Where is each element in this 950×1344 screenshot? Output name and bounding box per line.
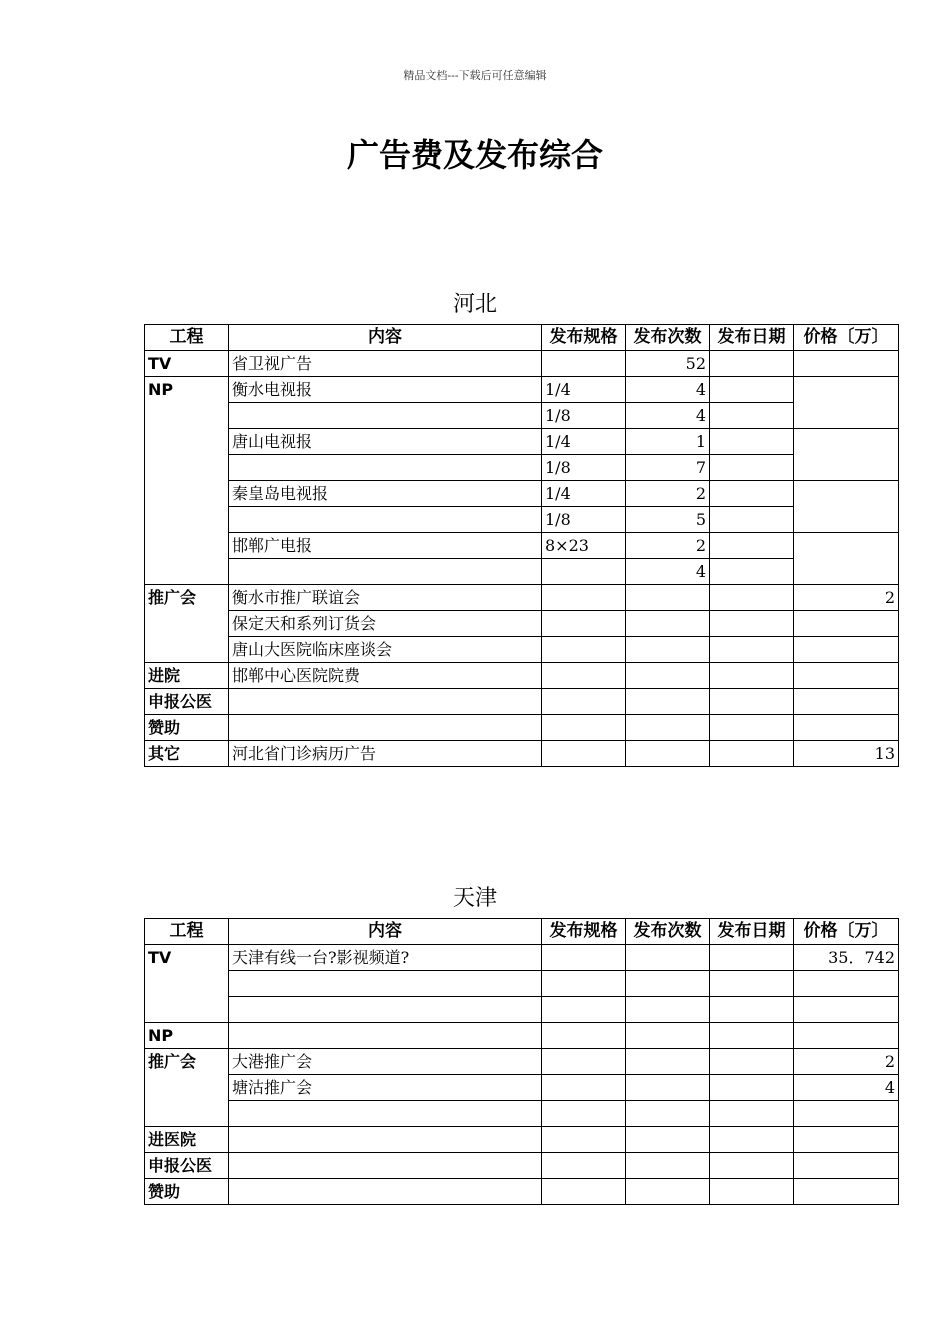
table-row [145, 741, 899, 767]
project-cell: 申报公医 [145, 1153, 229, 1179]
spec-cell [542, 689, 626, 715]
table-row [145, 351, 899, 377]
spec-cell [542, 1127, 626, 1153]
content-cell: 塘沽推广会 [229, 1075, 542, 1101]
date-cell [710, 429, 794, 455]
content-cell: 邯郸广电报 [229, 533, 542, 559]
table-row [145, 1153, 899, 1179]
project-cell: 推广会 [145, 1049, 229, 1127]
price-cell: 2 [794, 585, 899, 611]
price-cell [794, 663, 899, 689]
spec-cell [542, 1153, 626, 1179]
count-cell [626, 689, 710, 715]
count-cell [626, 1075, 710, 1101]
project-cell: 申报公医 [145, 689, 229, 715]
date-cell [710, 403, 794, 429]
price-cell [794, 971, 899, 997]
count-cell: 5 [626, 507, 710, 533]
tianjin-table [144, 918, 899, 1205]
table-row [145, 1075, 899, 1101]
count-cell: 1 [626, 429, 710, 455]
col-header: 工程 [145, 919, 229, 945]
project-cell: NP [145, 1023, 229, 1049]
price-cell: 35．742 [794, 945, 899, 971]
count-cell [626, 1101, 710, 1127]
content-cell: 邯郸中心医院院费 [229, 663, 542, 689]
table-row [145, 997, 899, 1023]
date-cell [710, 377, 794, 403]
count-cell [626, 637, 710, 663]
spec-cell [542, 351, 626, 377]
date-cell [710, 559, 794, 585]
table-row [145, 1179, 899, 1205]
header-note: 精品文档---下载后可任意编辑 [403, 69, 547, 82]
spec-cell [542, 997, 626, 1023]
date-cell [710, 1127, 794, 1153]
content-cell [229, 997, 542, 1023]
content-cell [229, 1023, 542, 1049]
content-cell [229, 403, 542, 429]
price-cell [794, 1127, 899, 1153]
spec-cell: 1/8 [542, 507, 626, 533]
table-row [145, 533, 899, 559]
project-cell: 赞助 [145, 1179, 229, 1205]
count-cell: 4 [626, 403, 710, 429]
table-row [145, 429, 899, 455]
spec-cell [542, 1075, 626, 1101]
table-row [145, 663, 899, 689]
content-cell [229, 559, 542, 585]
date-cell [710, 1023, 794, 1049]
price-cell [794, 1101, 899, 1127]
project-cell: NP [145, 377, 229, 585]
date-cell [710, 1101, 794, 1127]
spec-cell [542, 611, 626, 637]
date-cell [710, 507, 794, 533]
spec-cell [542, 741, 626, 767]
spec-cell [542, 945, 626, 971]
date-cell [710, 481, 794, 507]
table-row [145, 1101, 899, 1127]
count-cell [626, 1023, 710, 1049]
table-row [145, 1023, 899, 1049]
spec-cell: 1/4 [542, 377, 626, 403]
price-cell [794, 481, 899, 533]
count-cell [626, 663, 710, 689]
spec-cell: 1/8 [542, 455, 626, 481]
price-cell [794, 689, 899, 715]
content-cell [229, 715, 542, 741]
spec-cell [542, 559, 626, 585]
price-cell [794, 1153, 899, 1179]
table-row [145, 715, 899, 741]
date-cell [710, 997, 794, 1023]
price-cell [794, 611, 899, 637]
table-row [145, 611, 899, 637]
table-header-row [145, 919, 899, 945]
project-cell: 赞助 [145, 715, 229, 741]
price-cell [794, 533, 899, 585]
spec-cell [542, 663, 626, 689]
col-header: 工程 [145, 325, 229, 351]
price-cell [794, 429, 899, 481]
spec-cell: 8×23 [542, 533, 626, 559]
count-cell [626, 1153, 710, 1179]
spec-cell: 1/4 [542, 481, 626, 507]
table-row [145, 971, 899, 997]
col-header: 价格〔万〕 [794, 325, 899, 351]
col-header: 发布次数 [626, 325, 710, 351]
price-cell [794, 351, 899, 377]
date-cell [710, 351, 794, 377]
date-cell [710, 663, 794, 689]
price-cell: 2 [794, 1049, 899, 1075]
spec-cell [542, 1179, 626, 1205]
content-cell: 省卫视广告 [229, 351, 542, 377]
date-cell [710, 585, 794, 611]
table-header-row [145, 325, 899, 351]
content-cell: 秦皇岛电视报 [229, 481, 542, 507]
content-cell: 唐山大医院临床座谈会 [229, 637, 542, 663]
date-cell [710, 1049, 794, 1075]
spec-cell [542, 715, 626, 741]
spec-cell: 1/4 [542, 429, 626, 455]
date-cell [710, 1153, 794, 1179]
count-cell [626, 741, 710, 767]
col-header: 发布日期 [710, 325, 794, 351]
content-cell [229, 689, 542, 715]
content-cell [229, 1179, 542, 1205]
count-cell [626, 585, 710, 611]
content-cell: 衡水市推广联谊会 [229, 585, 542, 611]
date-cell [710, 715, 794, 741]
date-cell [710, 1075, 794, 1101]
price-cell: 4 [794, 1075, 899, 1101]
col-header: 发布规格 [542, 919, 626, 945]
content-cell [229, 971, 542, 997]
project-cell: TV [145, 945, 229, 1023]
table-row [145, 1127, 899, 1153]
col-header: 发布次数 [626, 919, 710, 945]
table-row [145, 403, 899, 429]
count-cell [626, 1127, 710, 1153]
date-cell [710, 689, 794, 715]
spec-cell [542, 637, 626, 663]
content-cell [229, 1153, 542, 1179]
content-cell [229, 1127, 542, 1153]
date-cell [710, 1179, 794, 1205]
content-cell: 保定天和系列订货会 [229, 611, 542, 637]
count-cell [626, 997, 710, 1023]
table-row [145, 945, 899, 971]
table-row [145, 455, 899, 481]
project-cell: 进院 [145, 663, 229, 689]
document-title: 广告费及发布综合 [346, 136, 603, 174]
section-title-hebei: 河北 [452, 292, 497, 317]
col-header: 发布规格 [542, 325, 626, 351]
col-header: 价格〔万〕 [794, 919, 899, 945]
table-row [145, 637, 899, 663]
table-row [145, 689, 899, 715]
content-cell: 衡水电视报 [229, 377, 542, 403]
spec-cell [542, 1101, 626, 1127]
table-row [145, 377, 899, 403]
content-cell [229, 1101, 542, 1127]
count-cell: 2 [626, 481, 710, 507]
date-cell [710, 455, 794, 481]
project-cell: 推广会 [145, 585, 229, 663]
price-cell [794, 1179, 899, 1205]
hebei-table [144, 324, 899, 767]
col-header: 内容 [229, 919, 542, 945]
count-cell [626, 611, 710, 637]
spec-cell [542, 1049, 626, 1075]
count-cell [626, 715, 710, 741]
table-row [145, 507, 899, 533]
date-cell [710, 611, 794, 637]
count-cell [626, 1179, 710, 1205]
project-cell: 进医院 [145, 1127, 229, 1153]
content-cell: 大港推广会 [229, 1049, 542, 1075]
date-cell [710, 533, 794, 559]
spec-cell [542, 971, 626, 997]
col-header: 内容 [229, 325, 542, 351]
project-cell: 其它 [145, 741, 229, 767]
spec-cell: 1/8 [542, 403, 626, 429]
content-cell: 天津有线一台?影视频道? [229, 945, 542, 971]
price-cell [794, 997, 899, 1023]
date-cell [710, 971, 794, 997]
count-cell: 52 [626, 351, 710, 377]
project-cell: TV [145, 351, 229, 377]
date-cell [710, 637, 794, 663]
section-title-tianjin: 天津 [452, 886, 497, 911]
price-cell [794, 715, 899, 741]
count-cell [626, 1049, 710, 1075]
price-cell [794, 377, 899, 429]
table-row [145, 481, 899, 507]
table-row [145, 1049, 899, 1075]
col-header: 发布日期 [710, 919, 794, 945]
table-row [145, 559, 899, 585]
content-cell [229, 455, 542, 481]
count-cell: 2 [626, 533, 710, 559]
table-row [145, 585, 899, 611]
date-cell [710, 741, 794, 767]
content-cell: 唐山电视报 [229, 429, 542, 455]
count-cell [626, 945, 710, 971]
count-cell [626, 971, 710, 997]
date-cell [710, 945, 794, 971]
spec-cell [542, 585, 626, 611]
spec-cell [542, 1023, 626, 1049]
count-cell: 4 [626, 377, 710, 403]
content-cell: 河北省门诊病历广告 [229, 741, 542, 767]
count-cell: 4 [626, 559, 710, 585]
content-cell [229, 507, 542, 533]
price-cell [794, 637, 899, 663]
price-cell [794, 1023, 899, 1049]
count-cell: 7 [626, 455, 710, 481]
price-cell: 13 [794, 741, 899, 767]
